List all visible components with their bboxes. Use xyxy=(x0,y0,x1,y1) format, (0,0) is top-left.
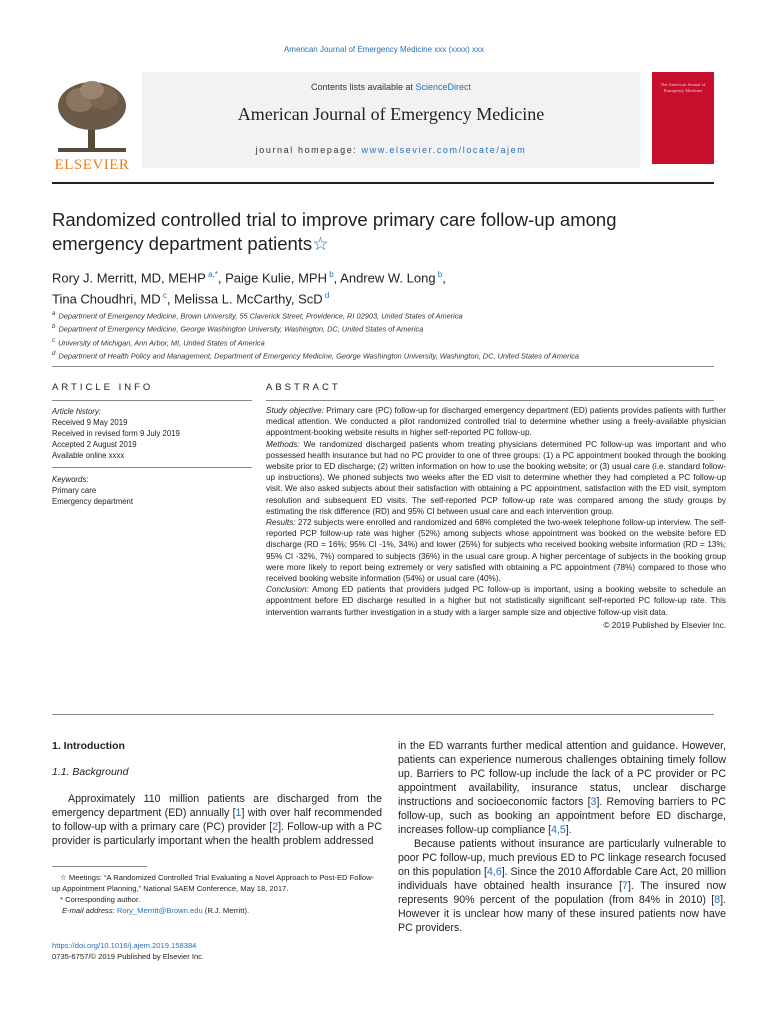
authors-line2: Tina Choudhri, MD $^c$, Melissa L. McCarthy, ScD $^d$ xyxy=(52,291,330,307)
author-name: Andrew W. Long xyxy=(340,270,436,286)
body-rule xyxy=(52,714,714,715)
rp2-text-b: ]. Since the 2010 Affordable Care Act, 20 million individuals have obtained health insurance [ xyxy=(398,866,726,892)
intro-paragraph-1 xyxy=(52,792,382,848)
footnote-email xyxy=(52,905,382,916)
meeting-text: Meetings: “A Randomized Controlled Trial Evaluating a Novel Approach to Post-ED Follow-up Appointment Planning,” National SAEM Conference, May 18, 2017. xyxy=(52,873,375,893)
author-affiliation-mark[interactable]: b xyxy=(326,270,334,279)
contents-line xyxy=(142,82,640,92)
section-heading: 1. Introduction xyxy=(52,740,125,752)
abstract-methods xyxy=(266,439,726,517)
journal-title: American Journal of Emergency Medicine xyxy=(237,104,545,124)
ref-link-1[interactable]: 1 xyxy=(235,807,242,819)
keywords-rule xyxy=(52,467,252,468)
intro-paragraph-2 xyxy=(398,739,726,837)
intro-paragraph-3 xyxy=(398,837,726,935)
rp1-text-c: ]. xyxy=(565,824,572,836)
rp1-text-a: in the ED warrants further medical attention and guidance. However, patients can experience numerous challenges obtaining timely follow up. Barriers to PC follow-up include the lack of a PC provider or PC appointment availability, insurance status, unclear discharge instructions and socioeconomic factors [ xyxy=(398,740,726,808)
rp1-text-b: ]. Removing barriers to PC follow-up, such as booking an appointment before ED discharge, increases follow-up compliance [ xyxy=(398,796,726,836)
methods-label: Methods: xyxy=(266,439,300,449)
author-name: Melissa L. McCarthy, ScD xyxy=(174,291,323,307)
homepage-link[interactable]: www.elsevier.com/locate/ajem xyxy=(361,145,527,155)
affiliation-rule xyxy=(52,366,714,367)
abstract-objective xyxy=(266,405,726,439)
ref-link-4-6[interactable]: 4,6 xyxy=(486,866,502,878)
article-info-rule xyxy=(52,400,252,401)
subsection-heading: 1.1. Background xyxy=(52,766,129,778)
article-title-line1: Randomized controlled trial to improve primary care follow-up among xyxy=(52,209,617,230)
p1-text-a: Approximately 110 million patients are discharged from the emergency department (ED) annually [ xyxy=(52,793,382,819)
affiliation-text: University of Michigan, Ann Arbor, MI, United States of America xyxy=(58,338,265,348)
conclusion-label: Conclusion: xyxy=(266,585,309,595)
affiliation-text: Department of Health Policy and Management, Department of Emergency Medicine, George Washington University, Washington, DC, United States of America xyxy=(58,351,580,361)
elsevier-logo xyxy=(52,76,132,173)
affiliation-item xyxy=(52,335,722,348)
rp2-text-d: ]. However it is unclear how many of these insured patients now have PC providers. xyxy=(398,894,726,934)
history-label: Article history: xyxy=(52,407,101,416)
ref-link-3[interactable]: 3 xyxy=(590,796,597,808)
author-name: Rory J. Merritt, MD, MEHP xyxy=(52,270,206,286)
affiliation-item xyxy=(52,308,722,321)
affiliation-text: Department of Emergency Medicine, Brown University, 55 Claverick Street, Providence, RI 02903, United States of America xyxy=(58,311,463,321)
results-text: 272 subjects were enrolled and randomized and 68% completed the two-week telephone follow-up interview. The self-reported PCP follow-up rate was higher (52%) among subjects whose appointment was booked on the website before ED discharge (RD = 16%; 95% CI -1%, 34%) and lower (25%) for subjects who received booking website information (RD = 13%; 95% CI -32%, 7%) compared to subjects (36%) in the usual care group. A higher percentage of subjects in the booking group were more likely to report being extremely or very satisfied with obtaining a PC appointment (78%) compared to those who received booking website information (54%) or usual care (40%). xyxy=(266,518,726,584)
ref-link-4-5[interactable]: 4,5 xyxy=(551,824,566,836)
sciencedirect-link[interactable]: ScienceDirect xyxy=(415,82,472,92)
results-label: Results: xyxy=(266,518,296,528)
abstract-copyright: © 2019 Published by Elsevier Inc. xyxy=(603,620,726,630)
homepage-line xyxy=(142,145,640,155)
abstract-heading: ABSTRACT xyxy=(266,382,341,393)
methods-text: We randomized discharged patients whom treating physicians determined PC follow-up was important and who possessed health insurance but had no PC provider to one of three groups: (1) a PC appointment booked through the booking website prior to ED discharge; (2) written information on how to use the booking website; or (3) usual care (i.e. standard follow-up instructions). We phoned subjects two weeks after the ED visit to determine whether they had completed a PC follow-up visit. We also asked subjects about their satisfaction with obtaining a PC appointment, satisfaction with the ED visit, symptom resolution and subsequent ED visits. The self-reported PCP follow-up rate was compared among the study groups by estimating the risk difference (RD) and 95% CI between usual care and each intervention group. xyxy=(266,439,726,516)
keyword-item: Emergency department xyxy=(52,497,134,506)
p1-text-c: ]. Follow-up with a PC provider is particularly important when the health problem addressed xyxy=(52,821,383,847)
email-link[interactable]: Rory_Merritt@Brown.edu xyxy=(116,906,203,915)
author-name: Tina Choudhri, MD xyxy=(52,291,161,307)
journal-citation-link[interactable]: American Journal of Emergency Medicine xxx (xxxx) xxx xyxy=(283,45,485,54)
affiliation-item xyxy=(52,348,722,361)
abstract-rule xyxy=(266,400,714,401)
abstract-body xyxy=(266,405,726,631)
abstract-conclusion xyxy=(266,584,726,618)
keywords xyxy=(52,474,252,507)
article-title-line2: emergency department patients xyxy=(52,233,313,254)
keywords-label: Keywords: xyxy=(52,475,89,484)
history-list xyxy=(52,417,252,461)
history-item: Received in revised form 9 July 2019 xyxy=(52,429,180,438)
keyword-item: Primary care xyxy=(52,486,97,495)
author-affiliation-mark[interactable]: c xyxy=(160,291,167,301)
page-footer xyxy=(52,940,382,962)
ref-link-7[interactable]: 7 xyxy=(622,880,628,892)
author-affiliation-mark[interactable]: b xyxy=(435,270,443,279)
affiliations xyxy=(52,308,722,362)
keywords-list xyxy=(52,485,252,507)
contents-prefix: Contents lists available at xyxy=(310,82,416,92)
history-item: Available online xxxx xyxy=(52,451,125,460)
ref-link-2[interactable]: 2 xyxy=(272,821,279,833)
author-affiliation-mark[interactable]: a,* xyxy=(205,270,218,279)
objective-label: Study objective: xyxy=(266,406,324,415)
author-list xyxy=(52,266,712,309)
affiliation-mark: d xyxy=(52,350,56,358)
affiliation-item xyxy=(52,321,722,334)
affiliation-mark: a xyxy=(52,310,56,317)
cover-title: The American Journal of Emergency Medicine xyxy=(660,82,706,93)
affiliation-mark: c xyxy=(52,336,56,344)
article-info-heading: ARTICLE INFO xyxy=(52,382,154,393)
footnote-rule xyxy=(52,866,147,867)
footnote-meeting xyxy=(52,872,382,894)
homepage-label: journal homepage: xyxy=(255,145,362,155)
affiliation-text: Department of Emergency Medicine, George Washington University, Washington, DC, United States of America xyxy=(58,324,424,334)
footnote-asterisk: * xyxy=(60,895,63,904)
p1-text-b: ] with over half recommended to follow-up with a primary care (PC) provider [ xyxy=(52,807,382,833)
objective-text: Primary care (PC) follow-up for discharged emergency department (ED) patients provides patients with further medical attention. We conducted a pilot randomized controlled trial to determine whether using a freely-available physician appointment-booking website results in higher self-reported PC follow-up. xyxy=(266,406,726,438)
footnote-corresponding xyxy=(52,894,382,905)
masthead-rule xyxy=(52,182,714,184)
article-title xyxy=(52,208,712,256)
affiliation-mark: b xyxy=(52,323,56,331)
authors-line1: Rory J. Merritt, MD, MEHP $^{a,*}$, Paige Kulie, MPH $^b$, Andrew W. Long $^b$, xyxy=(52,270,446,286)
conclusion-text: Among ED patients that providers judged PC follow-up is important, using a booking website to schedule an appointment before ED discharge resulted in a higher but not statistically significant self-reported PC follow-up rate. This intervention warrants further investigation in a study with a larger sample size and objective follow-up visit data. xyxy=(266,585,726,617)
left-column xyxy=(52,740,382,848)
email-label: E-mail address: xyxy=(62,906,115,915)
masthead-box xyxy=(142,72,640,168)
corresponding-text: Corresponding author. xyxy=(62,895,141,904)
footnotes xyxy=(52,872,382,916)
email-suffix: (R.J. Merritt). xyxy=(202,906,250,915)
title-footnote-star[interactable]: ☆ xyxy=(312,233,329,254)
author-affiliation-mark[interactable]: d xyxy=(322,291,330,301)
publisher-logo-text: ELSEVIER xyxy=(54,157,130,173)
rp2-text-c: ]. The insured now represents 90% percent of the population (from 84% in 2010) [ xyxy=(398,880,726,906)
history-item: Accepted 2 August 2019 xyxy=(52,440,137,449)
author-name: Paige Kulie, MPH xyxy=(225,270,327,286)
rp2-text-a: Because patients without insurance are particularly vulnerable to poor PC follow-up, much previous ED to PC linkage research focused on this population [ xyxy=(398,838,726,878)
abstract-results xyxy=(266,517,726,584)
journal-cover xyxy=(652,72,714,164)
issn-line: 0735-6757/© 2019 Published by Elsevier Inc. xyxy=(52,952,205,961)
right-column xyxy=(398,739,726,935)
article-history xyxy=(52,406,252,461)
doi-link[interactable]: https://doi.org/10.1016/j.ajem.2019.158384 xyxy=(52,941,197,950)
footnote-star: ☆ xyxy=(60,873,67,882)
history-item: Received 9 May 2019 xyxy=(52,418,128,427)
tree-logo-icon xyxy=(52,76,132,154)
ref-link-8[interactable]: 8 xyxy=(714,894,721,906)
